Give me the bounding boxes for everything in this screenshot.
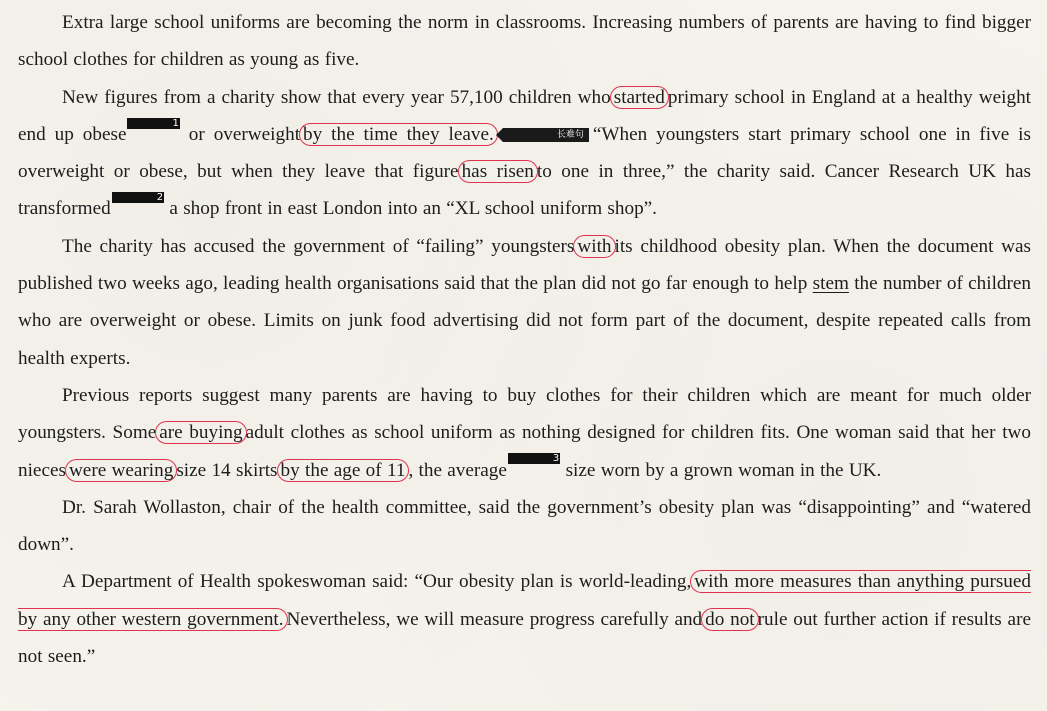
- p6-text-e: rule out further action if results are not seen.”: [18, 608, 1031, 668]
- annotation-circle-by-the-age: by the age of 11: [277, 459, 410, 482]
- footnote-marker-1: 1: [127, 118, 179, 129]
- paragraph-5: Dr. Sarah Wollaston, chair of the health committee, said the government’s obesity plan was “disappointing” and “watered down”.: [18, 496, 1031, 556]
- annotation-circle-has-risen: has risen: [458, 160, 538, 183]
- annotation-circle-with-more-measures: with more measures than anything pursued by any other western government.: [18, 571, 1032, 630]
- p2-text-h: to one in three,” the charity said. Cancer Research UK has transformed: [18, 161, 1031, 220]
- p2-text-i: a shop front in east London into an “XL school uniform shop”.: [164, 198, 657, 220]
- p2-text-f: “When youngsters start primary school one in five is overweight or obese, but when they leave that figure: [18, 123, 1031, 183]
- p3-text-c: its childhood obesity plan. When the document was published two weeks ago, leading health organisations said that the plan did not go far enough to help: [18, 235, 1031, 295]
- annotation-circle-by-the-time: by the time they leave.: [299, 123, 498, 146]
- p4-text-a: Previous reports suggest many parents are having to buy clothes for their children which are meant for much older youngsters. Some: [18, 384, 1031, 444]
- annotation-circle-with: with: [573, 235, 615, 258]
- p6-text-c: Nevertheless, we will measure progress carefully and: [286, 608, 703, 630]
- p4-text-e: size 14 skirts: [176, 459, 278, 481]
- annotation-circle-do-not: do not: [701, 608, 758, 631]
- annotation-circle-were-wearing: were wearing: [65, 459, 177, 482]
- paragraph-3: [18, 228, 1031, 377]
- p4-text-h: size worn by a grown woman in the UK.: [560, 459, 882, 481]
- paragraph-1: Extra large school uniforms are becoming the norm in classrooms. Increasing numbers of parents are having to find bigger school clothes for children as young as five.: [18, 12, 1031, 71]
- p2-text-d: or overweight: [179, 123, 301, 145]
- paragraph-2: [18, 79, 1031, 228]
- annotation-circle-started: started: [610, 86, 669, 109]
- p4-text-c: adult clothes as school uniform as nothing designed for children fits. One woman said that her two nieces: [18, 422, 1031, 481]
- annotation-underline-stem: stem: [812, 273, 849, 295]
- p2-text-a: New figures from a charity show that every year 57,100 children who: [62, 86, 611, 108]
- annotation-circle-are-buying: are buying: [155, 421, 246, 444]
- p2-text-c: primary school in England at a healthy weight end up obese: [18, 86, 1031, 145]
- paragraph-6: [18, 563, 1031, 675]
- p4-text-g: , the average: [408, 459, 507, 481]
- paragraph-4: [18, 377, 1031, 489]
- footnote-marker-3: 3: [508, 453, 560, 464]
- p3-text-a: The charity has accused the government of “failing” youngsters: [62, 235, 575, 257]
- long-sentence-tag: 长难句: [503, 128, 589, 142]
- p3-text-d: the number of children who are overweight or obese. Limits on junk food advertising did not form part of the document, despite repeated calls from health experts.: [18, 273, 1031, 369]
- footnote-marker-2: 2: [112, 192, 164, 203]
- p6-text-a: A Department of Health spokeswoman said: “Our obesity plan is world-leading,: [62, 571, 692, 593]
